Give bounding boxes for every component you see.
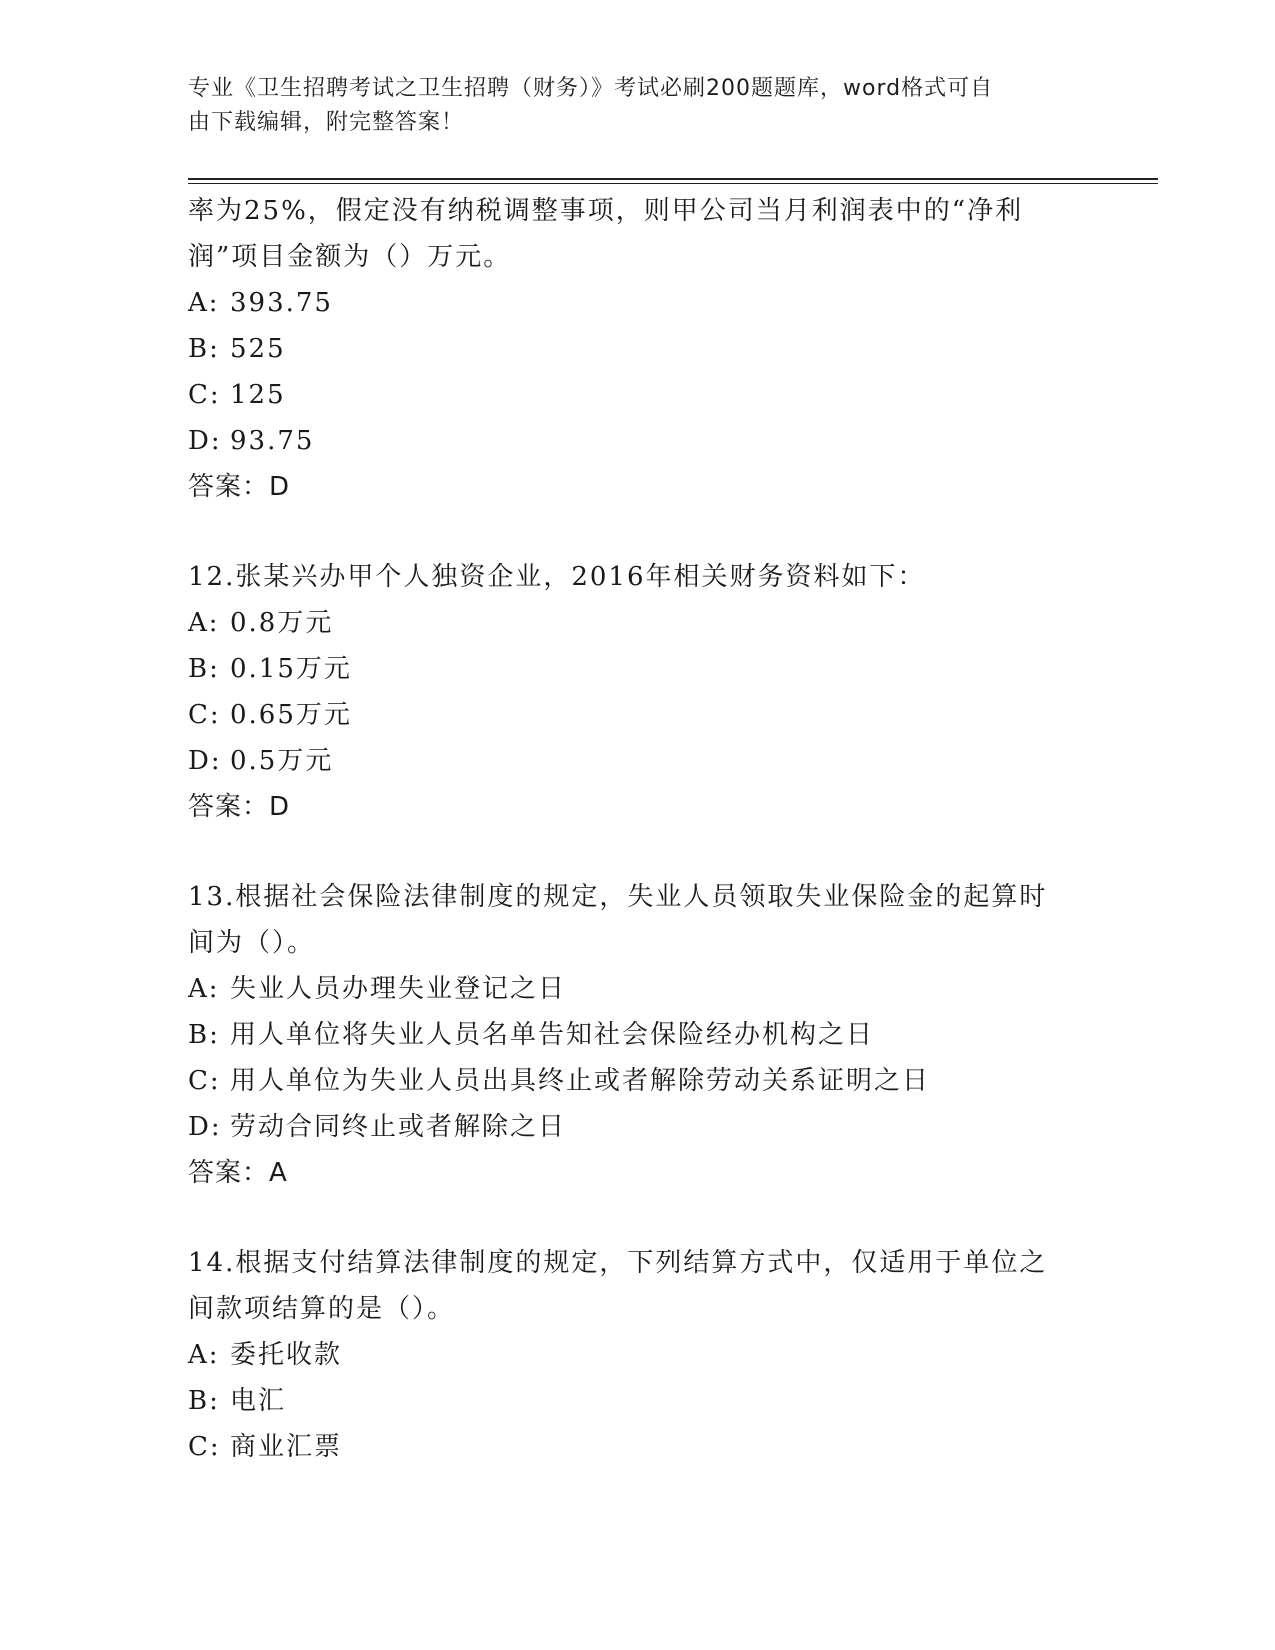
option-text: 委托收款 xyxy=(230,1340,343,1370)
question-text-line: 间为（）。 xyxy=(188,928,316,958)
option-d xyxy=(188,418,1088,464)
option-text: 93.75 xyxy=(230,426,315,456)
question-13 xyxy=(188,874,1088,1196)
document-header xyxy=(188,72,1068,140)
header-divider-thin xyxy=(188,183,1158,184)
option-text: 用人单位为失业人员出具终止或者解除劳动关系证明之日 xyxy=(230,1066,931,1096)
option-key: D: xyxy=(188,1112,222,1142)
option-key: A: xyxy=(188,974,220,1004)
option-key: D: xyxy=(188,426,222,456)
question-11 xyxy=(188,188,1088,510)
option-text: 525 xyxy=(230,334,286,364)
option-text: 失业人员办理失业登记之日 xyxy=(230,974,567,1004)
option-key: C: xyxy=(188,380,221,410)
option-text: 商业汇票 xyxy=(230,1432,343,1462)
option-key: C: xyxy=(188,1066,221,1096)
option-text: 0.5万元 xyxy=(230,746,334,776)
question-text-line: 率为25%，假定没有纳税调整事项，则甲公司当月利润表中的“净利 xyxy=(188,196,1024,226)
option-a xyxy=(188,280,1088,326)
option-d xyxy=(188,738,1088,784)
option-c xyxy=(188,372,1088,418)
option-text: 125 xyxy=(230,380,286,410)
option-key: B: xyxy=(188,654,220,684)
option-b xyxy=(188,326,1088,372)
option-c xyxy=(188,1058,1088,1104)
question-text-line: 13.根据社会保险法律制度的规定，失业人员领取失业保险金的起算时 xyxy=(188,882,1048,912)
option-text: 393.75 xyxy=(230,288,333,318)
option-text: 用人单位将失业人员名单告知社会保险经办机构之日 xyxy=(230,1020,875,1050)
question-text-line: 12.张某兴办甲个人独资企业，2016年相关财务资料如下： xyxy=(188,562,926,592)
option-b xyxy=(188,1012,1088,1058)
header-line-1: 专业《卫生招聘考试之卫生招聘（财务）》考试必刷200题题库，word格式可自 xyxy=(188,76,994,101)
option-text: 电汇 xyxy=(230,1386,287,1416)
option-key: A: xyxy=(188,1340,220,1370)
option-key: C: xyxy=(188,1432,221,1462)
option-key: B: xyxy=(188,1020,220,1050)
header-line-2: 由下载编辑，附完整答案！ xyxy=(188,110,465,135)
option-b xyxy=(188,646,1088,692)
question-12 xyxy=(188,554,1088,830)
option-text: 劳动合同终止或者解除之日 xyxy=(230,1112,567,1142)
option-a xyxy=(188,600,1088,646)
option-key: D: xyxy=(188,746,222,776)
option-c xyxy=(188,692,1088,738)
option-c xyxy=(188,1424,1088,1470)
question-14 xyxy=(188,1240,1088,1470)
question-text-line: 间款项结算的是（）。 xyxy=(188,1294,456,1324)
option-a xyxy=(188,966,1088,1012)
header-divider-thick xyxy=(188,178,1158,180)
option-text: 0.15万元 xyxy=(230,654,352,684)
question-text-line: 润”项目金额为（）万元。 xyxy=(188,242,512,272)
option-text: 0.65万元 xyxy=(230,700,352,730)
option-key: A: xyxy=(188,288,220,318)
option-key: B: xyxy=(188,334,220,364)
option-key: C: xyxy=(188,700,221,730)
option-key: A: xyxy=(188,608,220,638)
document-body xyxy=(188,188,1088,1470)
option-text: 0.8万元 xyxy=(230,608,334,638)
answer-line: 答案：D xyxy=(188,472,291,502)
option-d xyxy=(188,1104,1088,1150)
option-key: B: xyxy=(188,1386,220,1416)
option-a xyxy=(188,1332,1088,1378)
option-b xyxy=(188,1378,1088,1424)
question-text-line: 14.根据支付结算法律制度的规定，下列结算方式中，仅适用于单位之 xyxy=(188,1248,1048,1278)
answer-line: 答案：A xyxy=(188,1158,288,1188)
answer-line: 答案：D xyxy=(188,792,291,822)
